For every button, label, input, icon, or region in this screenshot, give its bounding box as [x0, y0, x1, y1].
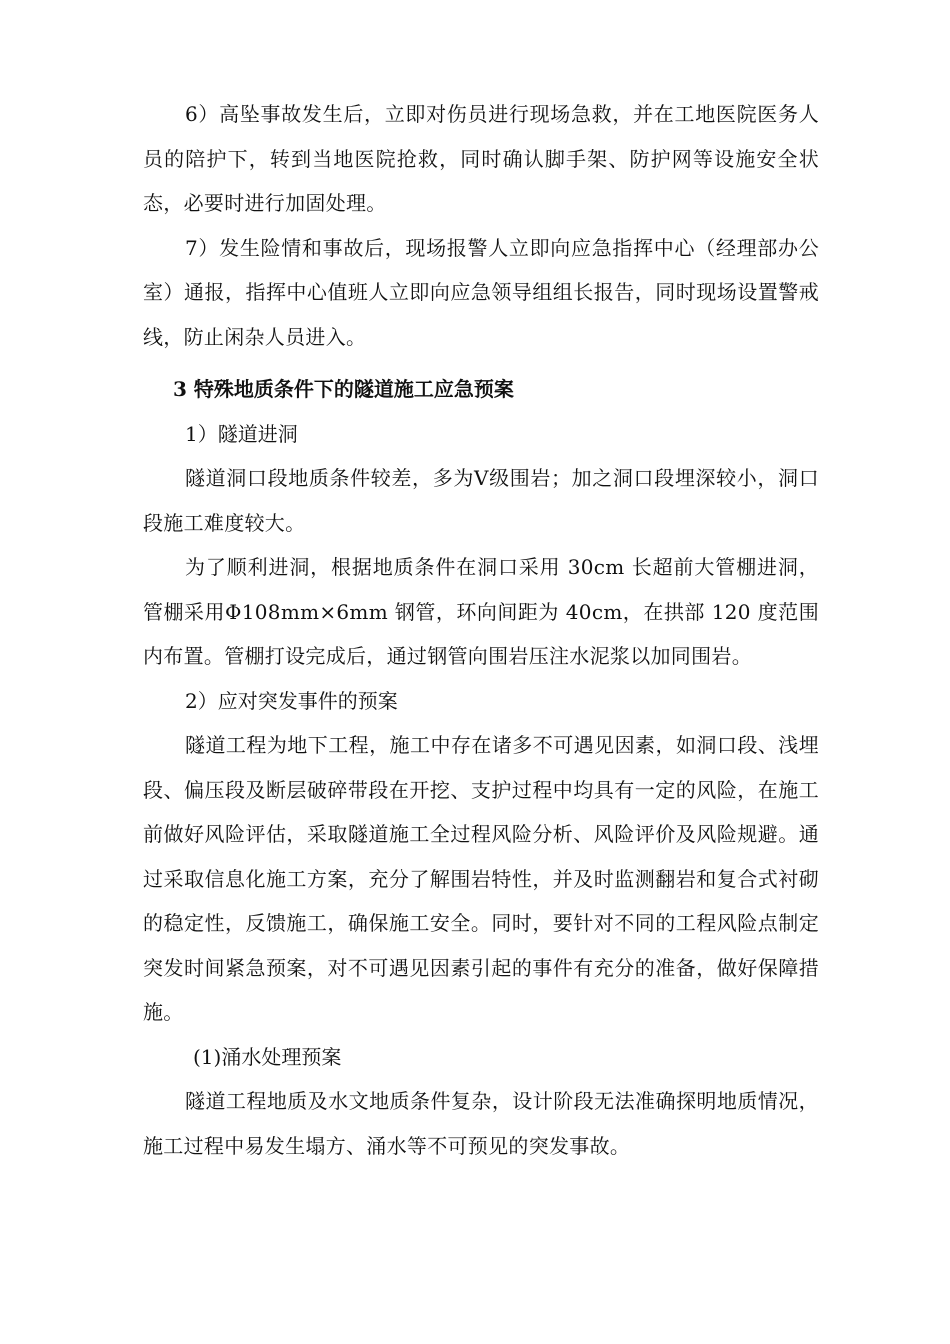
paragraph-incident-report: 7）发生险情和事故后，现场报警人立即向应急指挥中心（经理部办公室）通报，指挥中心值班人立即向应急领导组组长报告，同时现场设置警戒线，防止闲杂人员进入。 — [143, 235, 819, 349]
paragraph-portal-geology: 隧道洞口段地质条件较差，多为Ⅴ级围岩；加之洞口段埋深较小，洞口段施工难度较大。 — [143, 466, 819, 535]
paragraph-pipe-roof: 为了顺利进洞，根据地质条件在洞口采用 30cm 长超前大管棚进洞，管棚采用Φ108mm×6mm 钢管，环向间距为 40cm，在拱部 120 度范围内布置。管棚打设完成后，通过钢管向围岩压注水泥浆以加同围岩。 — [143, 555, 819, 668]
subheading-tunnel-entry: 1）隧道进洞 — [185, 421, 298, 446]
section-heading-tunnel-emergency: 3 特殊地质条件下的隧道施工应急预案 — [173, 377, 514, 401]
subheading-water-inrush: (1)涌水处理预案 — [193, 1044, 342, 1069]
paragraph-water-inrush: 隧道工程地质及水文地质条件复杂，设计阶段无法准确探明地质情况，施工过程中易发生塌方、涌水等不可预见的突发事故。 — [143, 1089, 819, 1158]
paragraph-fall-accident: 6）高坠事故发生后，立即对伤员进行现场急救，并在工地医院医务人员的陪护下，转到当地医院抢救，同时确认脚手架、防护网等设施安全状态，必要时进行加固处理。 — [143, 102, 819, 215]
subheading-emergency-response: 2）应对突发事件的预案 — [185, 688, 398, 713]
document-body — [143, 92, 819, 1168]
paragraph-risk-management: 隧道工程为地下工程，施工中存在诸多不可遇见因素，如洞口段、浅埋段、偏压段及断层破碎带段在开挖、支护过程中均具有一定的风险，在施工前做好风险评估，采取隧道施工全过程风险分析、风险评价及风险规避。通过采取信息化施工方案，充分了解围岩特性，并及时监测翻岩和复合式衬砌的稳定性，反馈施工，确保施工安全。同时，要针对不同的工程风险点制定突发时间紧急预案，对不可遇见因素引起的事件有充分的准备，做好保障措施。 — [143, 733, 819, 1024]
